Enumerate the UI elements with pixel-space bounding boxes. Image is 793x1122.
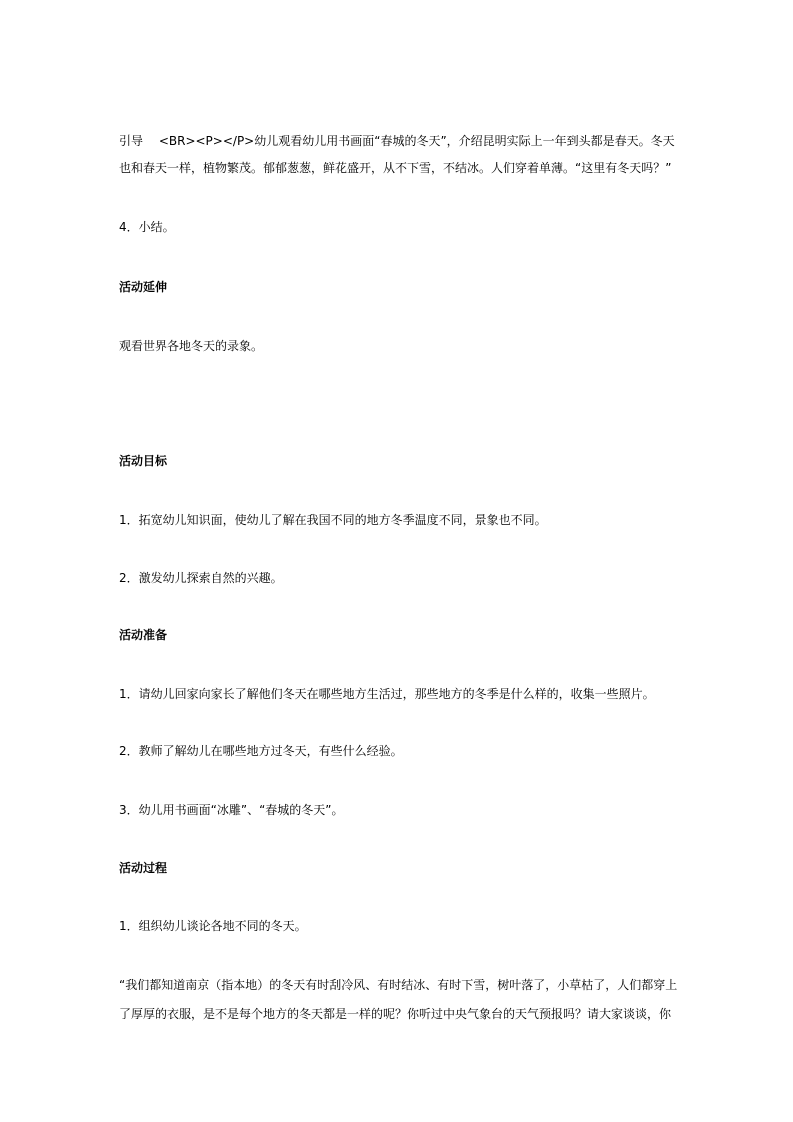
process-paragraph-line-2: 了厚厚的衣服，是不是每个地方的冬天都是一样的呢？你听过中央气象台的天气预报吗？请大家谈谈，你 [119, 1007, 672, 1021]
intro-paragraph-line-2: 也和春天一样，植物繁茂。郁郁葱葱，鲜花盛开，从不下雪，不结冰。人们穿着单薄。“这里有冬天吗？” [119, 161, 672, 175]
section-heading-goals: 活动目标 [119, 454, 168, 468]
goal-item-1: 1．拓宽幼儿知识面，使幼儿了解在我国不同的地方冬季温度不同，景象也不同。 [119, 513, 547, 527]
goal-item-2: 2．激发幼儿探索自然的兴趣。 [119, 571, 283, 585]
process-paragraph-line-1: “我们都知道南京（指本地）的冬天有时刮冷风、有时结冰、有时下雪，树叶落了，小草枯了，人们都穿上 [119, 978, 678, 992]
section-heading-process: 活动过程 [119, 861, 168, 875]
intro-paragraph-line-1: 引导 <BR><P></P>幼儿观看幼儿用书画面“春城的冬天”，介绍昆明实际上一年到头都是春天。冬天 [119, 134, 675, 148]
summary-item: 4．小结。 [119, 220, 175, 234]
preparation-item-3: 3．幼儿用书画面“冰雕”、“春城的冬天”。 [119, 803, 344, 817]
section-heading-preparation: 活动准备 [119, 628, 168, 642]
preparation-item-1: 1．请幼儿回家向家长了解他们冬天在哪些地方生活过，那些地方的冬季是什么样的，收集一些照片。 [119, 687, 655, 701]
extension-paragraph: 观看世界各地冬天的录象。 [119, 339, 264, 353]
section-heading-extension: 活动延伸 [119, 280, 168, 294]
preparation-item-2: 2．教师了解幼儿在哪些地方过冬天，有些什么经验。 [119, 744, 403, 758]
process-item-1: 1．组织幼儿谈论各地不同的冬天。 [119, 919, 307, 933]
